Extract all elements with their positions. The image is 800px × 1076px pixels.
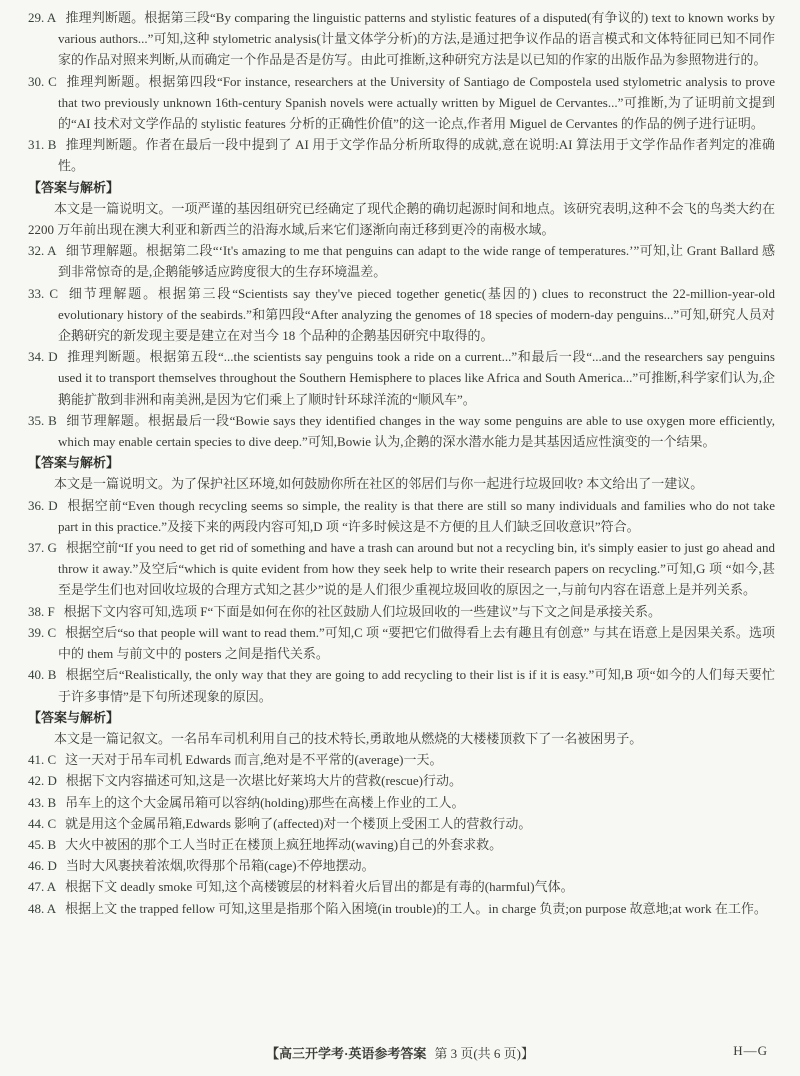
answer-item <box>28 855 775 876</box>
question-number: 30. C <box>28 73 57 89</box>
section-header: 【答案与解析】 <box>28 709 120 725</box>
question-number: 31. B <box>28 137 57 153</box>
answer-explanation: 推理判断题。根据第三段“By comparing the linguistic patterns and stylistic features of a disputed(有争议的) text to known works by various authors...”可知,这种 stylometric analysis(计量文体学分析)的方法,是通过把争议作品的语言模式和文体特征同已知不同作家的作品对照来判断,从而确定一个作品是否是仿写。由此可推断,这种研究方法是以已知的作家的出版作品为参照物进行的。 <box>58 10 775 68</box>
answer-item <box>28 792 775 813</box>
question-number: 46. D <box>28 858 57 874</box>
question-number: 41. C <box>28 752 57 768</box>
answer-explanation: 细节理解题。根据第三段“Scientists say they've pieced together genetic(基因的) clues to reconstruct the 22-million-year-old evolutionary history of the seabirds.”和第四段“After analyzing the genomes of 18 species of modern-day penguins...”可知,研究人员对企鹅研究的新发现主要是建立在对当今 18 个品种的企鹅基因研究中取得的。 <box>58 285 776 344</box>
answer-explanation: 当时大风裹挟着浓烟,吹得那个吊箱(cage)不停地摆动。 <box>65 858 375 874</box>
question-number: 43. B <box>28 794 57 810</box>
answer-explanation: 吊车上的这个大金属吊箱可以容纳(holding)那些在高楼上作业的工人。 <box>65 794 465 810</box>
answer-explanation: 推理判断题。根据第五段“...the scientists say penguins took a ride on a current...”和最后一段“...and the researchers say penguins used it to transport themselves throughout the Southern Hemisphere to places like Africa and South America...”可推断,科学家们认为,企鹅能扩散到非洲和南美洲,是因为它们乘上了顺时针环球洋流的“顺风车”。 <box>58 349 775 407</box>
question-number: 34. D <box>28 349 58 365</box>
question-number: 32. A <box>28 243 57 259</box>
question-number: 35. B <box>28 412 57 428</box>
answer-explanation: 推理判断题。根据第四段“For instance, researchers at the University of Santiago de Compostela used stylometric analysis to prove that two previously unknown 16th-century Spanish novels were actually written by Miguel de Cervantes...”可推断,为了证明前文提到的“AI 技术对文学作品的 stylistic features 分析的正确性价值”的这一论点,作者用 Miguel de Cervantes 的作品的例子进行证明。 <box>58 73 775 132</box>
question-number: 29. A <box>28 10 57 25</box>
answer-item <box>28 749 775 770</box>
answer-item <box>28 601 775 622</box>
answer-explanation: 细节理解题。根据第二段“‘It's amazing to me that penguins can adapt to the wide range of temperatures.’”可知,让 Grant Ballard 感到非常惊奇的是,企鹅能够适应跨度很大的生存环境温差。 <box>58 243 775 280</box>
answer-item <box>28 71 775 135</box>
question-number: 37. G <box>28 540 57 556</box>
answer-item <box>28 664 775 706</box>
section-header: 【答案与解析】 <box>28 179 120 195</box>
answer-item <box>28 410 775 452</box>
answer-explanation: 根据下文内容可知,选项 F“下面是如何在你的社区鼓励人们垃圾回收的一些建议”与下文之间是承接关系。 <box>63 603 662 619</box>
answer-item <box>28 240 775 282</box>
answer-explanation: 根据下文 deadly smoke 可知,这个高楼镀层的材料着火后冒出的都是有毒的(harmful)气体。 <box>65 879 574 895</box>
question-number: 44. C <box>28 815 57 831</box>
answer-item <box>28 770 775 791</box>
question-number: 48. A <box>28 900 57 916</box>
footer-title: 【高三开学考·英语参考答案 <box>265 1046 427 1061</box>
question-number: 39. C <box>28 624 57 640</box>
answer-explanation: 根据空前“If you need to get rid of something and have a trash can around but not a recycling bin, it's simply easier to just go ahead and throw it away.”及空后“which is quite evident from how they seek help to write their research papers on recycling.”可知,G 项 “如今,甚至是学生们也对回收垃圾的合理方式知之甚少”说的是人们很少重视垃圾回收的原因之一,与前句内容在语意上是并列关系。 <box>58 540 775 598</box>
summary-paragraph: 本文是一篇说明文。一项严谨的基因组研究已经确定了现代企鹅的确切起源时间和地点。该研究表明,这种不会飞的鸟类大约在 2200 万年前出现在澳大利亚和新西兰的沿海水域,后来它们逐渐向南迁移到更冷的南极水域。 <box>28 200 775 238</box>
question-number: 47. A <box>28 879 57 895</box>
answer-item <box>28 7 775 71</box>
question-number: 38. F <box>28 603 55 619</box>
answer-item <box>28 134 775 176</box>
answer-item <box>28 898 775 919</box>
question-number: 45. B <box>28 836 57 852</box>
answer-explanation: 根据空后“so that people will want to read them.”可知,C 项 “要把它们做得看上去有趣且有创意” 与其在语意上是因果关系。选项中的 them 与前文中的 posters 之间是指代关系。 <box>58 624 775 662</box>
footer-paper-code: H—G <box>733 1043 768 1058</box>
question-number: 36. D <box>28 497 58 513</box>
answer-explanation: 推理判断题。作者在最后一段中提到了 AI 用于文学作品分析所取得的成就,意在说明:AI 算法用于文学作品作者判定的准确性。 <box>58 137 775 174</box>
answer-item <box>28 876 775 897</box>
answer-explanation: 大火中被困的那个工人当时正在楼顶上疯狂地挥动(waving)自己的外套求救。 <box>65 836 503 852</box>
answer-explanation: 根据上文 the trapped fellow 可知,这里是指那个陷入困境(in trouble)的工人。in charge 负责;on purpose 故意地;at work 在工作。 <box>65 900 767 916</box>
answer-explanation: 根据空后“Realistically, the only way that they are going to add recycling to their list is if it is easy.”可知,B 项“如今的人们每天要忙于许多事情”是下句所述现象的原因。 <box>58 667 776 704</box>
answer-key-content <box>28 7 775 919</box>
answer-explanation: 根据下文内容描述可知,这是一次堪比好莱坞大片的营救(rescue)行动。 <box>65 773 462 789</box>
answer-item <box>28 283 775 347</box>
summary-paragraph: 本文是一篇记叙文。一名吊车司机利用自己的技术特长,勇敢地从燃烧的大楼楼顶救下了一名被困男子。 <box>54 730 643 746</box>
question-number: 40. B <box>28 667 57 683</box>
answer-item <box>28 346 775 410</box>
answer-explanation: 根据空前“Even though recycling seems so simple, the reality is that there are still so many individuals and families who do not take part in this practice.”及接下来的两段内容可知,D 项 “许多时候这是不方便的且人们缺乏回收意识”符合。 <box>58 497 776 534</box>
answer-explanation: 就是用这个金属吊箱,Edwards 影响了(affected)对一个楼顶上受困工人的营救行动。 <box>65 815 532 831</box>
answer-item <box>28 834 775 855</box>
answer-item <box>28 495 775 537</box>
question-number: 33. C <box>28 285 59 301</box>
answer-explanation: 细节理解题。根据最后一段“Bowie says they identified changes in the way some penguins are able to use oxygen more efficiently, which may enable certain species to dive deep.”可知,Bowie 认为,企鹅的深水潜水能力是其基因适应性演变的一个结果。 <box>58 412 776 450</box>
answer-item <box>28 537 775 601</box>
answer-item <box>28 622 775 664</box>
question-number: 42. D <box>28 773 57 789</box>
answer-explanation: 这一天对于吊车司机 Edwards 而言,绝对是不平常的(average)一天。 <box>65 752 443 768</box>
page-footer <box>0 1043 800 1062</box>
footer-page-number: 第 3 页(共 6 页)】 <box>434 1046 534 1061</box>
answer-item <box>28 813 775 834</box>
summary-paragraph: 本文是一篇说明文。为了保护社区环境,如何鼓励你所在社区的邻居们与你一起进行垃圾回收? 本文给出了一建议。 <box>54 476 704 492</box>
section-header: 【答案与解析】 <box>28 455 120 471</box>
